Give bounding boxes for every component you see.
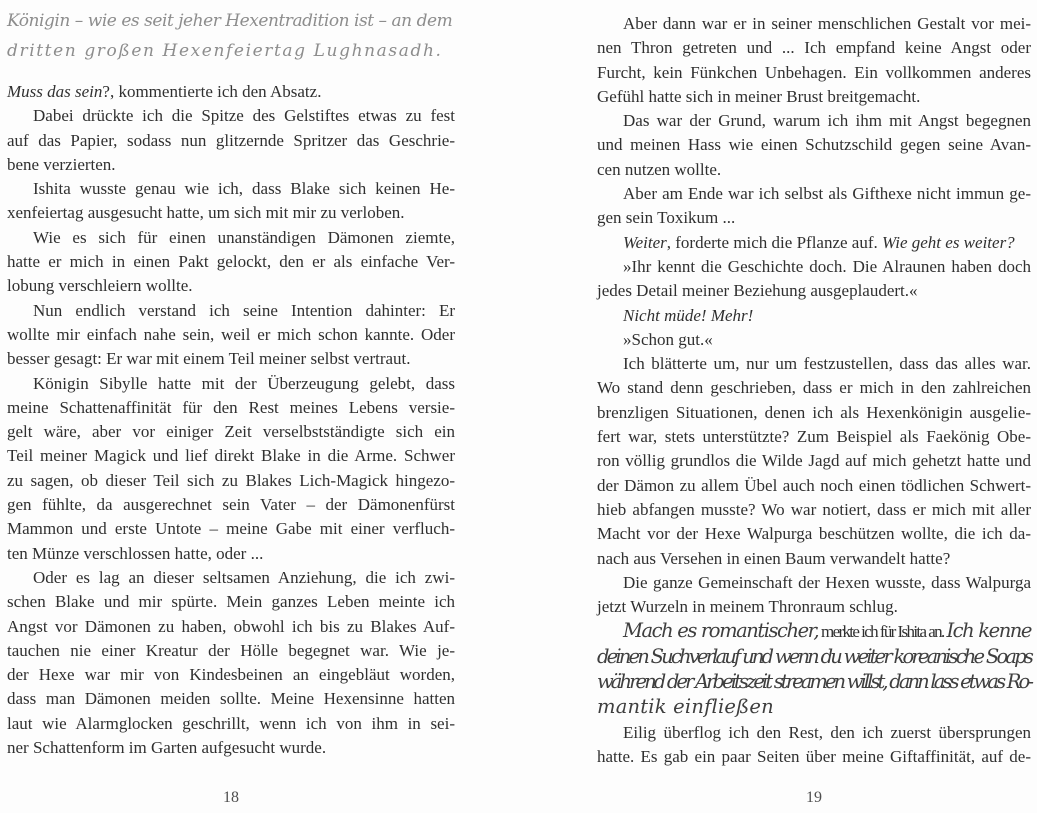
- text-line: [597, 522, 1031, 546]
- text-run: Aber dann war er in seiner menschlichen Gestalt vor mei-: [623, 14, 1031, 33]
- text-run: ?, kommentierte ich den Absatz.: [102, 82, 322, 101]
- text-run: Gefühl hatte sich in meiner Brust breitgemacht.: [597, 86, 921, 106]
- text-line: [7, 663, 455, 687]
- text-line: [7, 615, 455, 639]
- text-run: Teil meiner Magick und lief direkt Blake in die Arme. Schwer: [7, 446, 455, 466]
- text-line: [7, 6, 455, 36]
- text-run: Das war der Grund, warum ich ihm mit Angst begegnen: [623, 111, 1031, 131]
- text-run: Angst vor Dämonen zu haben, obwohl ich bis zu Blakes Auf-: [7, 616, 455, 636]
- handwritten-text-run: mantik einfließen: [597, 695, 774, 719]
- text-run: zu sagen, ob dieser Teil sich zu Blakes Lich-Magick hingezo-: [7, 470, 455, 490]
- text-run: tauchen nie einer Kreatur der Hölle begegnet war. Wie je-: [7, 640, 455, 660]
- text-line: [7, 201, 455, 225]
- text-run: jetzt Wurzeln in meinem Thronraum schlug.: [597, 597, 898, 617]
- text-line: [597, 328, 1031, 352]
- text-line: [597, 547, 1031, 571]
- text-run: ner Schattenform im Garten aufgesucht wurde.: [7, 738, 327, 758]
- text-run: ron völlig grundlos die Wilde Jagd auf mich gehetzt hatte und: [597, 451, 1031, 471]
- text-line: [597, 133, 1031, 157]
- text-run: schen Blake und mir spürte. Mein ganzes Leben meinte ich: [7, 592, 455, 612]
- text-run: bene verzierten.: [7, 154, 116, 174]
- text-line: [7, 153, 455, 177]
- text-run: Furcht, kein Fünkchen Unbehagen. Ein vollkommen anderes: [597, 62, 1031, 82]
- text-run: lobung verschleiern wollte.: [7, 276, 193, 296]
- text-run: gelt wäre, aber vor einiger Zeit verselbstständigte sich ein: [7, 422, 455, 442]
- text-run: Wie geht es weiter?: [882, 232, 1015, 252]
- text-line: [7, 396, 455, 420]
- text-run: nach aus Versehen in einen Baum verwandelt hatte?: [597, 548, 951, 568]
- text-line: [597, 645, 1031, 670]
- text-run: der Dämon zu allem Übel auch noch einen tödlichen Schwert-: [597, 475, 1031, 495]
- text-line: [7, 177, 455, 201]
- text-run: , forderte mich die Pflanze auf.: [666, 232, 883, 252]
- text-line: [7, 444, 455, 468]
- text-line: [597, 206, 1031, 230]
- text-run: meine Schattenaffinität für den Rest meines Lebens versie-: [7, 397, 455, 417]
- text-run: »Schon gut.«: [623, 329, 713, 349]
- text-run: cen nutzen wollte.: [597, 159, 722, 179]
- handwritten-text-run: während der Arbeitszeit streamen willst, dann lass etwas Ro-: [597, 670, 1031, 694]
- text-run: Dabei drückte ich die Spitze des Gelstiftes etwas zu fest: [33, 106, 455, 126]
- text-line: [597, 498, 1031, 522]
- text-line: [7, 80, 455, 104]
- text-line: [597, 231, 1031, 255]
- text-run: Oder es lag an dieser seltsamen Anziehung, die ich zwi-: [33, 567, 455, 587]
- text-line: [597, 85, 1031, 109]
- handwritten-text-run: Ich kenne: [946, 619, 1031, 643]
- text-run: hatte er mich in einen Pakt gelockt, den er als einfache Ver-: [7, 252, 455, 272]
- body-text: [597, 12, 1031, 769]
- handwritten-text-run: dritten großen Hexenfeiertag Lughnasadh.: [7, 41, 443, 61]
- text-line: [7, 566, 455, 590]
- text-run: laut wie Alarmglocken geschrillt, wenn ich von ihm in sei-: [7, 713, 455, 733]
- text-run: gen sein Toxikum ...: [597, 208, 736, 228]
- text-line: [7, 590, 455, 614]
- text-run: Nicht müde! Mehr!: [623, 305, 754, 325]
- text-run: brenzligen Situationen, denen ich als Hexenkönigin ausgelie-: [597, 402, 1031, 422]
- text-line: [597, 721, 1031, 745]
- text-line: [7, 493, 455, 517]
- text-run: Die ganze Gemeinschaft der Hexen wusste, dass Walpurga: [623, 572, 1031, 592]
- text-run: hieb abfangen musste? Wo war notiert, dass er mich mit aller: [597, 499, 1031, 519]
- text-run: »Ihr kennt die Geschichte doch. Die Alraunen haben doch: [623, 256, 1031, 276]
- text-line: [597, 376, 1031, 400]
- text-column-left: [7, 6, 455, 760]
- text-line: [7, 274, 455, 298]
- text-run: Muss das sein: [7, 82, 103, 101]
- page-number: 18: [223, 789, 239, 806]
- text-line: [597, 401, 1031, 425]
- text-line: [7, 712, 455, 736]
- text-line: [597, 182, 1031, 206]
- text-run: Macht vor der Hexe Walpurga beschützen wollte, die ich da-: [597, 524, 1031, 544]
- text-line: [597, 571, 1031, 595]
- text-line: [597, 695, 1031, 720]
- text-line: [7, 542, 455, 566]
- text-run: hatte. Es gab ein paar Seiten über meine Giftaffinität, auf de-: [597, 746, 1031, 766]
- text-run: Wo stand denn geschrieben, dass er mich in den zahlreichen: [597, 378, 1031, 398]
- text-line: [7, 420, 455, 444]
- text-line: [597, 279, 1031, 303]
- text-line: [7, 736, 455, 760]
- text-line: [597, 36, 1031, 60]
- text-run: besser gesagt: Er war mit einem Teil meiner selbst vertraut.: [7, 349, 411, 369]
- text-run: nen Thron getreten und ... Ich empfand keine Angst oder: [597, 38, 1031, 58]
- text-line: [7, 517, 455, 541]
- text-run: xenfeiertag ausgesucht hatte, um sich mit mir zu verloben.: [7, 203, 405, 223]
- text-line: [597, 12, 1031, 36]
- text-line: [597, 474, 1031, 498]
- text-run: Ishita wusste genau wie ich, dass Blake sich keinen He-: [33, 179, 455, 199]
- text-run: Aber am Ende war ich selbst als Gifthexe nicht immun ge-: [623, 184, 1031, 204]
- text-line: [597, 61, 1031, 85]
- text-run: auf das Papier, sodass nun glitzernde Spritzer das Geschrie-: [7, 130, 455, 150]
- text-line: [7, 323, 455, 347]
- handwritten-text-run: Mach es romantischer,: [623, 619, 819, 643]
- text-line: [7, 469, 455, 493]
- text-line: [7, 104, 455, 128]
- text-run: ten Münze verschlossen hatte, oder ...: [7, 543, 264, 563]
- handwritten-text-run: deinen Suchverlauf und wenn du weiter koreanische Soaps: [597, 644, 1031, 668]
- text-line: [597, 352, 1031, 376]
- text-run: jedes Detail meiner Beziehung ausgeplaudert.«: [597, 281, 918, 301]
- text-run: Weiter: [623, 232, 667, 252]
- text-run: Ich blätterte um, nur um festzustellen, dass das alles war.: [623, 354, 1031, 374]
- text-line: [597, 595, 1031, 619]
- text-run: fert war, stets unterstützte? Zum Beispiel als Faekönig Obe-: [597, 427, 1031, 447]
- text-line: [7, 129, 455, 153]
- text-line: [597, 449, 1031, 473]
- text-line: [7, 226, 455, 250]
- text-line: [7, 687, 455, 711]
- text-line: [597, 670, 1031, 695]
- book-page-right: [519, 0, 1037, 813]
- text-line: [7, 347, 455, 371]
- text-run: und meinen Hass wie einen Schutzschild gegen seine Avan-: [597, 135, 1031, 155]
- text-line: [7, 299, 455, 323]
- text-line: [597, 255, 1031, 279]
- text-line: [7, 372, 455, 396]
- text-run: Eilig überflog ich den Rest, den ich zuerst übersprungen: [623, 722, 1031, 742]
- text-line: [7, 250, 455, 274]
- text-line: [597, 619, 1031, 644]
- text-line: [597, 158, 1031, 182]
- text-line: [597, 425, 1031, 449]
- text-run: Nun endlich verstand ich seine Intention dahinter: Er: [33, 300, 455, 320]
- handwritten-diary-excerpt: [7, 6, 455, 66]
- text-line: [597, 745, 1031, 769]
- text-run: Wie es sich für einen unanständigen Dämonen ziemte,: [33, 227, 455, 247]
- handwritten-text-run: Königin – wie es seit jeher Hexentradition ist – an dem: [7, 11, 453, 31]
- text-run: Königin Sibylle hatte mit der Überzeugung gelebt, dass: [33, 373, 455, 393]
- body-text: [7, 80, 455, 760]
- text-line: [7, 36, 455, 66]
- text-run: dass man Dämonen meiden sollte. Meine Hexensinne hatten: [7, 689, 455, 709]
- text-run: Mammon und erste Untote – meine Gabe mit einer verfluch-: [7, 519, 455, 539]
- text-run: der Hexe war mir von Kindesbeinen an eingebläut worden,: [7, 665, 455, 685]
- text-line: [597, 304, 1031, 328]
- text-line: [7, 639, 455, 663]
- page-number: 19: [806, 789, 822, 806]
- text-run: merkte ich für Ishita an.: [818, 622, 947, 642]
- text-line: [597, 109, 1031, 133]
- text-column-right: [597, 12, 1031, 769]
- text-run: gen fühlte, da ausgerechnet sein Vater – der Dämonenfürst: [7, 495, 455, 515]
- text-run: wollte mir einfach nahe sein, weil er mich schon kannte. Oder: [7, 324, 455, 344]
